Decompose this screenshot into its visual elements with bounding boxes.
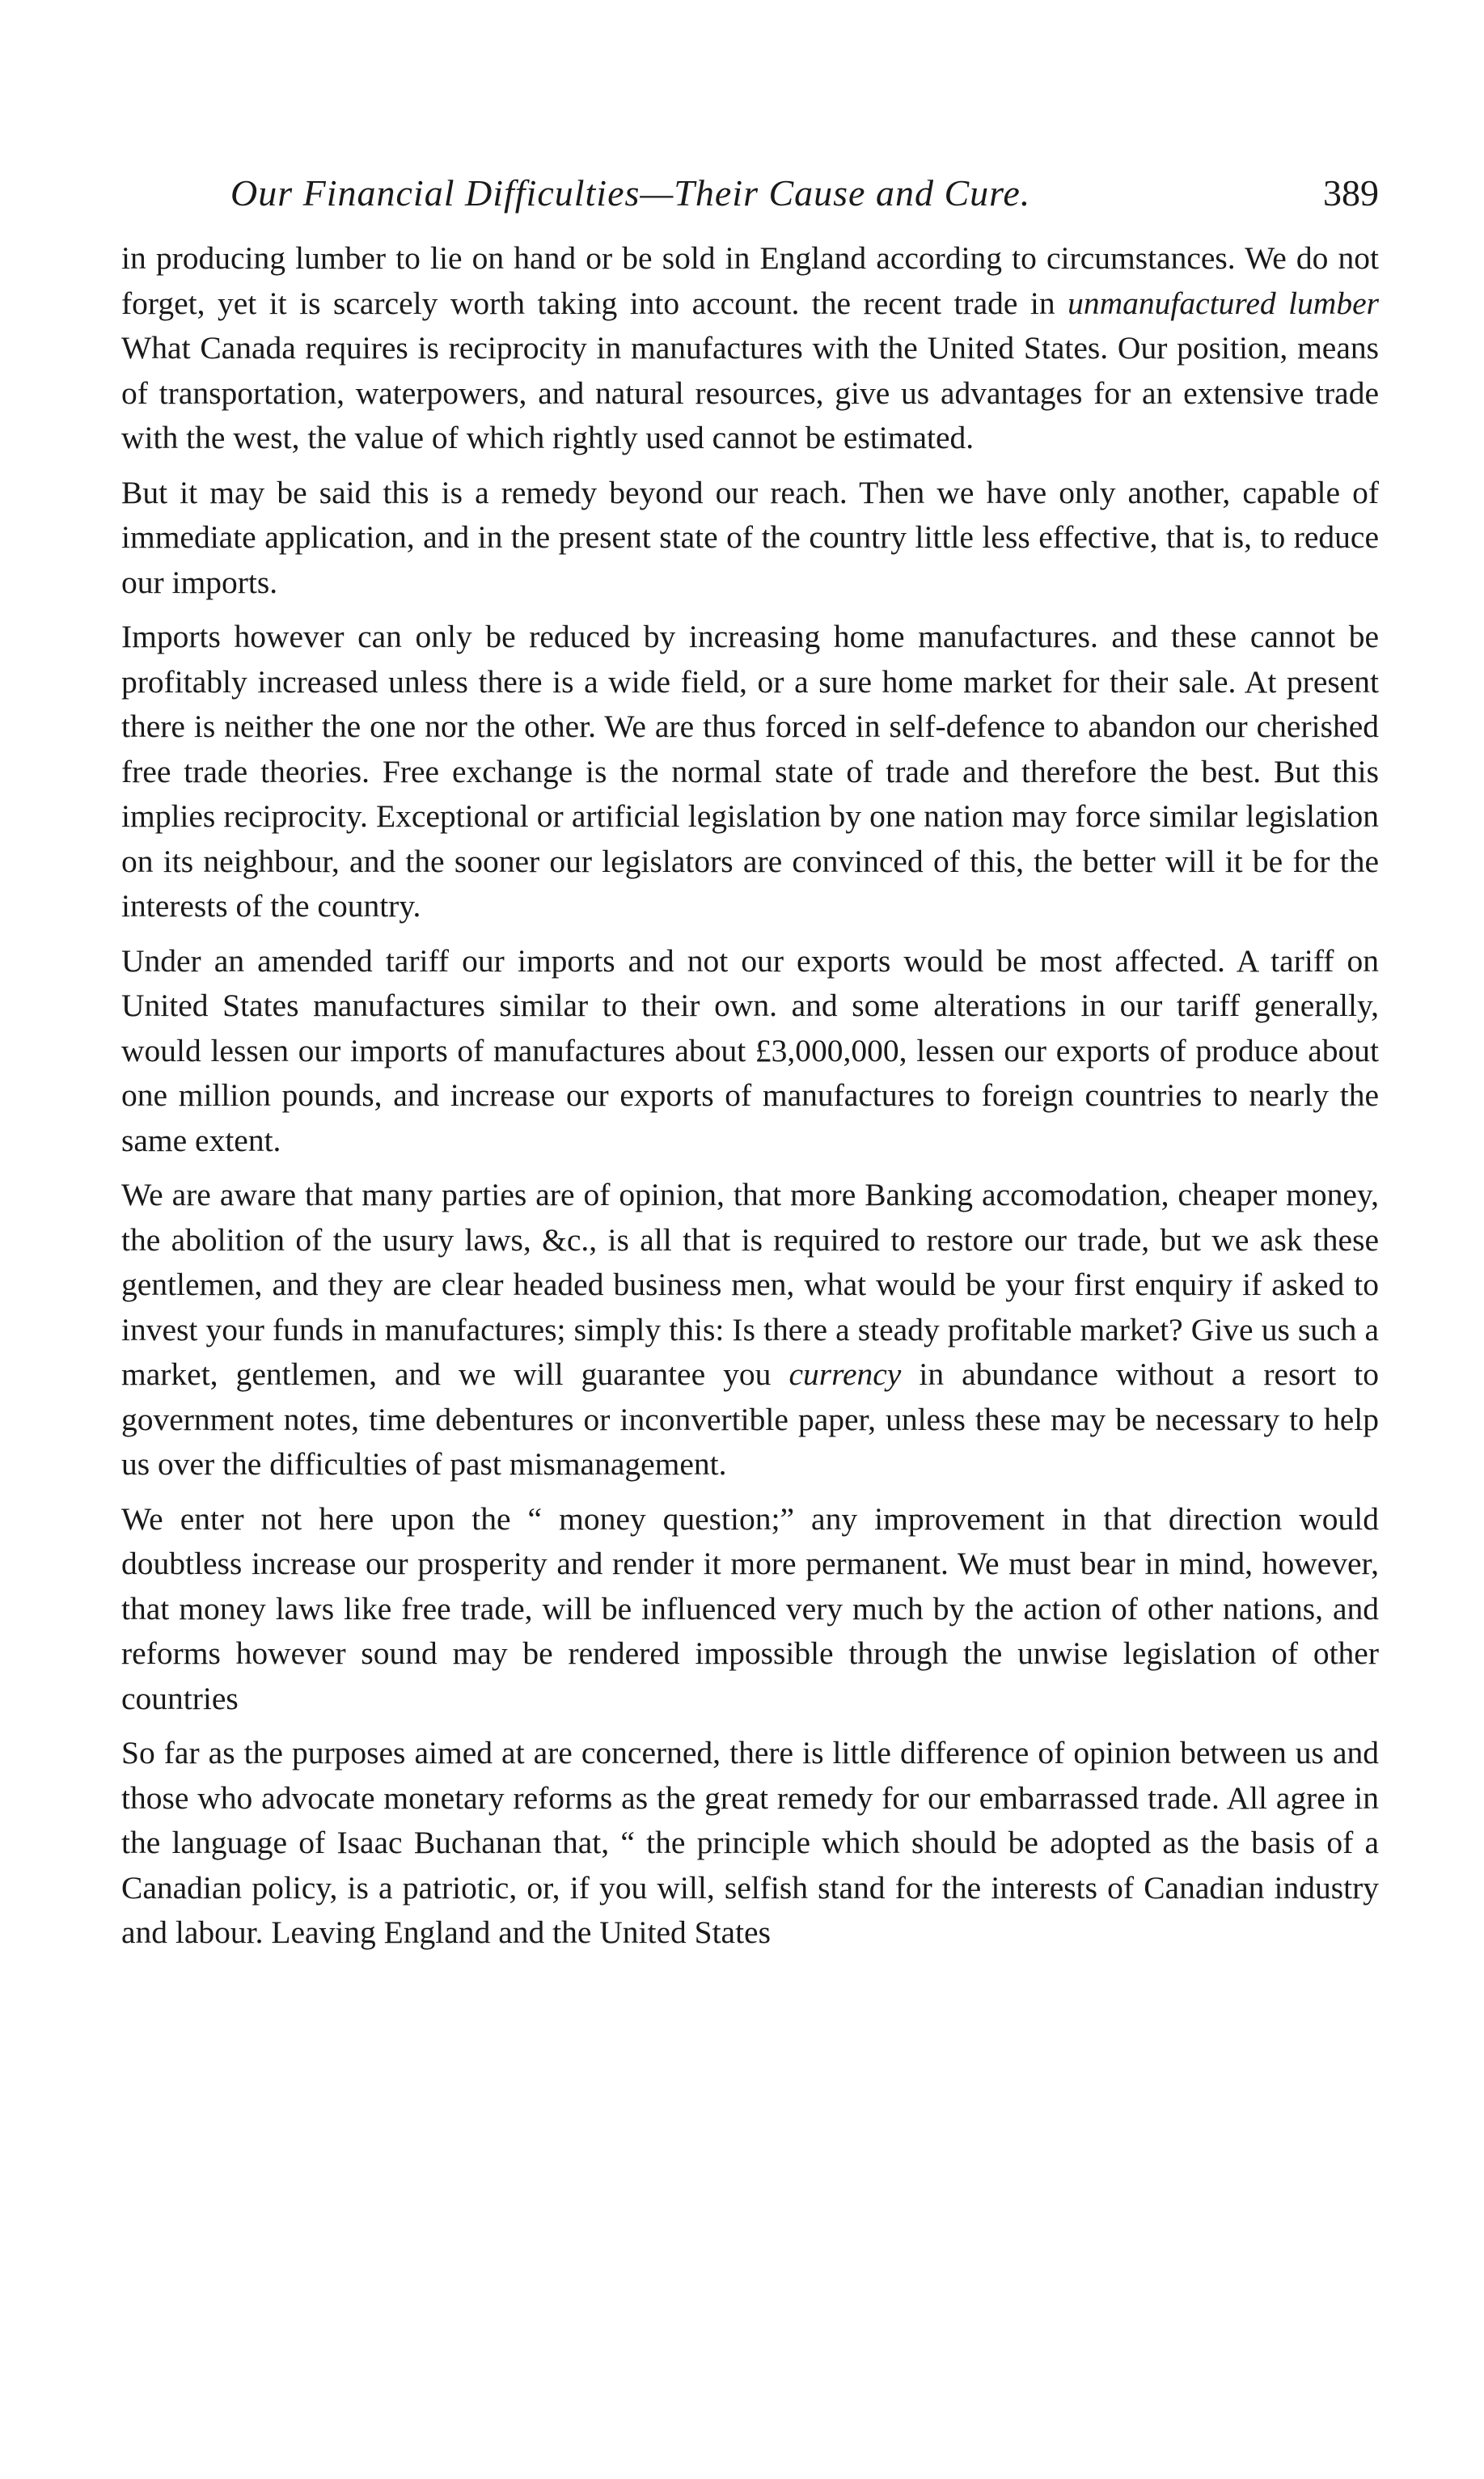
paragraph-text: But it may be said this is a remedy beyond our reach. Then we have only another, capable of immediate application, and in the present state of the country little less effective, that is, to reduce our imports. [121, 474, 1379, 600]
paragraph-text: So far as the purposes aimed at are concerned, there is little difference of opinion between us and those who advocate monetary reforms as the great remedy for our embarrassed trade. All agree in the language of Isaac Buchanan that, “ the principle which should be adopted as the basis of a Canadian policy, is a patriotic, or, if you will, selfish stand for the interests of Canadian industry and labour. Leaving England and the United States [121, 1735, 1379, 1950]
italic-text: currency [789, 1356, 902, 1392]
paragraph-2 [121, 471, 1379, 606]
paragraph-text: We are aware that many parties are of opinion, that more Banking accomodation, cheaper money, the abolition of the usury laws, &c., is all that is required to restore our trade, but we ask these gentlemen, and they are clear headed business men, what would be your first enquiry if asked to invest your funds in manufactures; simply this: Is there a steady profitable market? Give us such a market, gentlemen, and we will guarantee you [121, 1177, 1379, 1392]
paragraph-5 [121, 1173, 1379, 1487]
italic-text: unmanufactured lumber [1068, 285, 1379, 321]
paragraph-7 [121, 1731, 1379, 1956]
paragraph-text: in abundance without a resort to government notes, time debentures or inconvertible paper, unless these may be necessary to help us over the difficulties of past mismanagement. [121, 1356, 1380, 1482]
running-title: Our Financial Difficulties—Their Cause and Cure. [230, 172, 1031, 214]
paragraph-3 [121, 615, 1379, 929]
paragraph-text: Imports however can only be reduced by increasing home manufactures. and these cannot be profitably increased unless there is a wide field, or a sure home market for their sale. At present there is neither the one nor the other. We are thus forced in self-defence to abandon our cherished free trade theories. Free exchange is the normal state of trade and therefore the best. But this implies reciprocity. Exceptional or artificial legislation by one nation may force similar legislation on its neighbour, and the sooner our legislators are convinced of this, the better will it be for the interests of the country. [121, 619, 1379, 924]
page-number: 389 [1323, 172, 1379, 214]
paragraph-text: Under an amended tariff our imports and not our exports would be most affected. A tariff on United States manufactures similar to their own. and some alterations in our tariff generally, would lessen our imports of manufactures about £3,000,000, lessen our exports of produce about one million pounds, and increase our exports of manufactures to foreign countries to nearly the same extent. [121, 942, 1379, 1158]
running-head [230, 171, 1379, 220]
paragraph-text: What Canada requires is reciprocity in manufactures with the United States. Our position, means of transportation, waterpowers, and natural resources, give us advantages for an extensive trade with the west, the value of which rightly used cannot be estimated. [121, 330, 1379, 455]
paragraph-6 [121, 1497, 1379, 1722]
paragraph-text: in producing lumber to lie on hand or be sold in England according to circumstances. We do not forget, yet it is scarcely worth taking into account. the recent trade in [121, 240, 1379, 321]
body-text [121, 236, 1379, 1965]
paragraph-1 [121, 236, 1379, 461]
paragraph-text: We enter not here upon the “ money question;” any improvement in that direction would doubtless increase our prosperity and render it more permanent. We must bear in mind, however, that money laws like free trade, will be influenced very much by the action of other nations, and reforms however sound may be rendered impossible through the unwise legislation of other countries [121, 1500, 1379, 1716]
paragraph-4 [121, 939, 1379, 1164]
